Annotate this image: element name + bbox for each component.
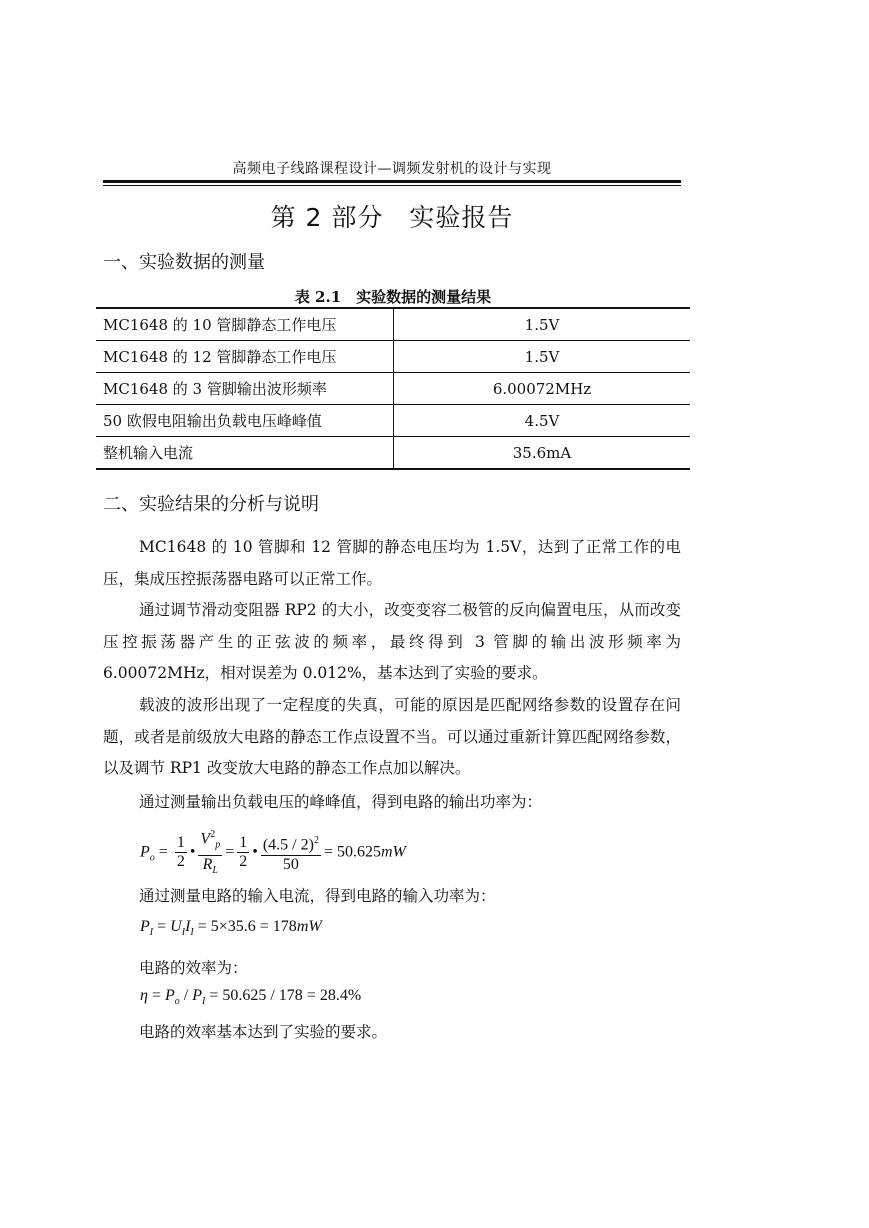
output-power-formula: $P_o$ = $\frac{1}{2}$ • $\frac{V^2_p}{R_L}$ = $\frac{1}{2}$ • $\frac{(4.5 / 2)^2}{50}$ = 50.625mW bbox=[140, 826, 406, 880]
fraction: $\frac{V^2_p}{R_L}$ bbox=[198, 826, 222, 880]
fraction: $\frac{(4.5 / 2)^2}{50}$ bbox=[261, 832, 321, 873]
header-rule-thin bbox=[103, 185, 681, 186]
row-value: 4.5V bbox=[394, 405, 691, 437]
table-row bbox=[96, 437, 690, 470]
table-row bbox=[96, 373, 690, 405]
row-label: 50 欧假电阻输出负载电压峰峰值 bbox=[96, 405, 394, 437]
row-label: MC1648 的 3 管脚输出波形频率 bbox=[96, 373, 394, 405]
measurement-table bbox=[96, 307, 690, 470]
section-heading-measurement: 一、实验数据的测量 bbox=[103, 252, 265, 273]
output-power-intro: 通过测量输出负载电压的峰峰值，得到电路的输出功率为： bbox=[139, 793, 543, 811]
row-label: MC1648 的 12 管脚静态工作电压 bbox=[96, 341, 394, 373]
input-power-formula: $P_I = U_II_I = 5\times 35.6 = 178mW$ bbox=[140, 918, 322, 939]
paragraph-static-voltage bbox=[103, 532, 681, 595]
row-value: 1.5V bbox=[394, 308, 691, 341]
row-value: 1.5V bbox=[394, 341, 691, 373]
fraction: $\frac{1}{2}$ bbox=[176, 834, 185, 871]
table-row bbox=[96, 308, 690, 341]
paragraph-text: MC1648 的 10 管脚和 12 管脚的静态电压均为 1.5V，达到了正常工作的电压，集成压控振荡器电路可以正常工作。 bbox=[103, 538, 681, 588]
part-title: 第 2 部分 实验报告 bbox=[270, 203, 514, 232]
fraction: $\frac{1}{2}$ bbox=[239, 834, 248, 871]
efficiency-intro: 电路的效率为： bbox=[139, 959, 248, 977]
conclusion-text: 电路的效率基本达到了实验的要求。 bbox=[139, 1023, 388, 1041]
table-caption: 表 2.1 实验数据的测量结果 bbox=[294, 288, 492, 306]
running-header: 高频电子线路课程设计—调频发射机的设计与实现 bbox=[232, 161, 552, 177]
row-value: 35.6mA bbox=[394, 437, 691, 470]
table-row bbox=[96, 341, 690, 373]
header-rule bbox=[103, 180, 681, 183]
paragraph-text: 载波的波形出现了一定程度的失真，可能的原因是匹配网络参数的设置存在问题，或者是前级放大电路的静态工作点设置不当。可以通过重新计算匹配网络参数，以及调节 RP1 改变放大电路的静态工作点加以解决。 bbox=[103, 696, 681, 777]
paragraph-frequency bbox=[103, 595, 681, 690]
efficiency-formula: $\eta = P_o / P_I = 50.625 / 178 = 28.4\%$ bbox=[140, 987, 362, 1008]
row-label: MC1648 的 10 管脚静态工作电压 bbox=[96, 308, 394, 341]
paragraph-distortion bbox=[103, 690, 681, 785]
paragraph-text: 通过调节滑动变阻器 RP2 的大小，改变变容二极管的反向偏置电压，从而改变压控振荡器产生的正弦波的频率，最终得到 3 管脚的输出波形频率为 6.00072MHz，相对误差为 0.012%，基本达到了实验的要求。 bbox=[103, 601, 681, 682]
row-value: 6.00072MHz bbox=[394, 373, 691, 405]
table-row bbox=[96, 405, 690, 437]
section-heading-analysis: 二、实验结果的分析与说明 bbox=[103, 494, 319, 515]
row-label: 整机输入电流 bbox=[96, 437, 394, 470]
input-power-intro: 通过测量电路的输入电流，得到电路的输入功率为： bbox=[139, 887, 496, 905]
